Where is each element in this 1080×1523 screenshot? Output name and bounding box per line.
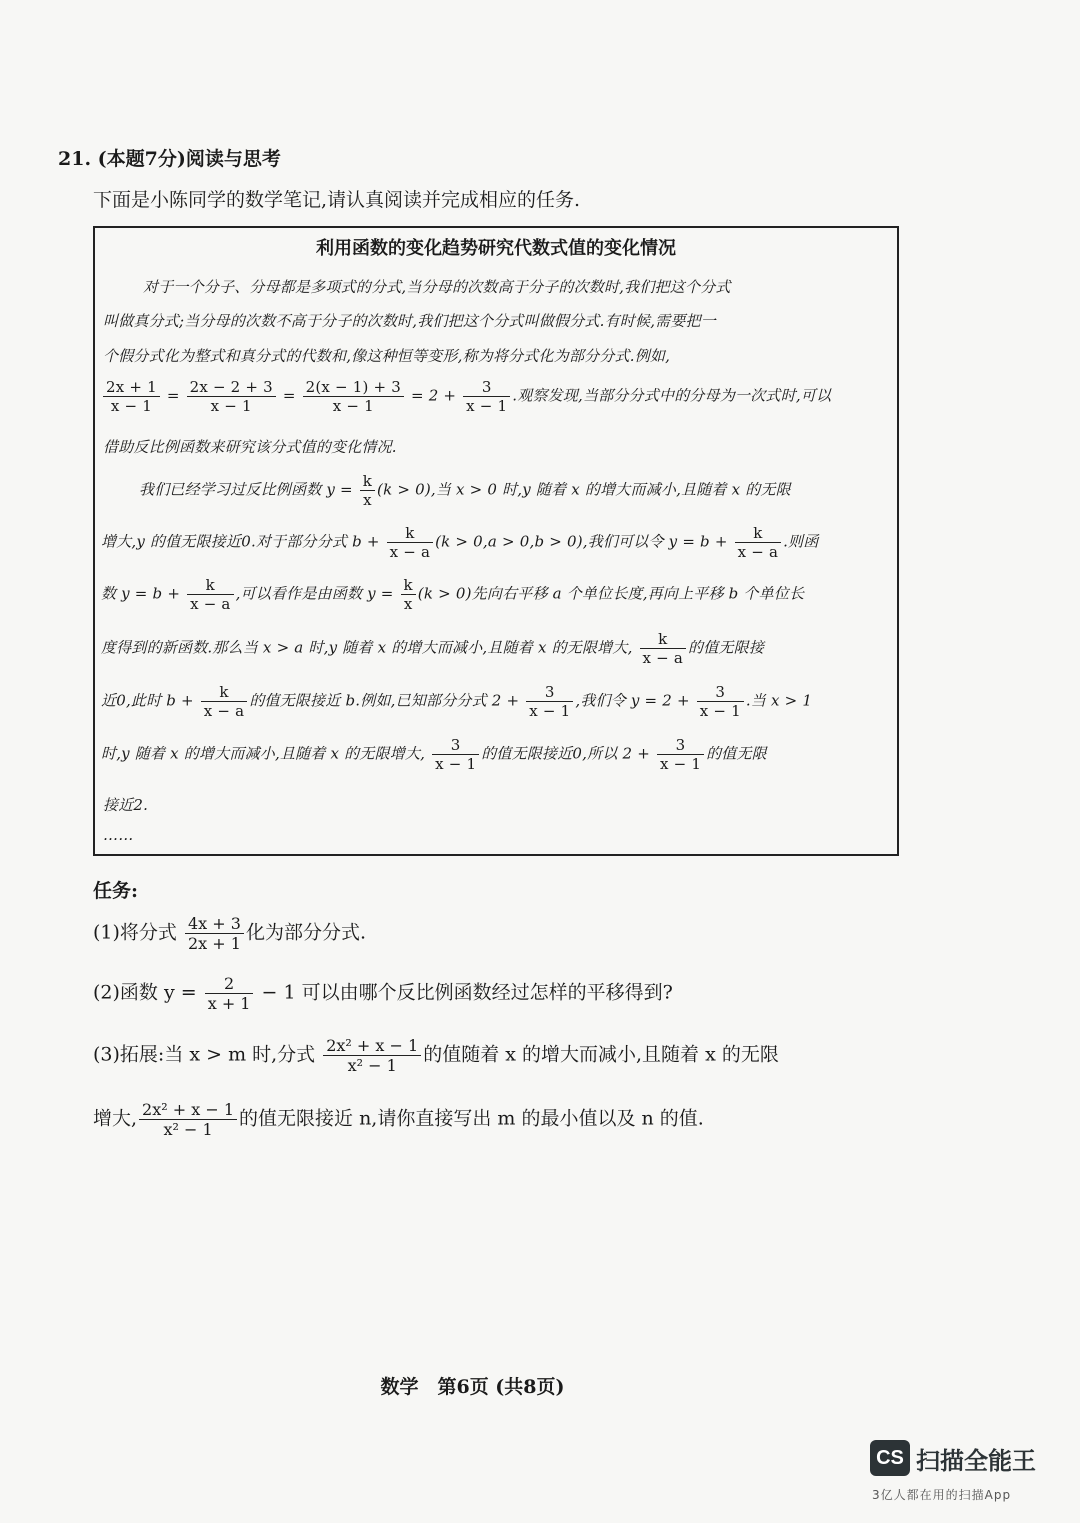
fraction: $\frac{k}{x - a}$ [201,683,248,720]
fraction: $\frac{k}{x}$ [360,472,375,509]
note-line-9: 度得到的新函数.那么当 x > a 时,y 随着 x 的增大而减小,且随着 x 的无限增大, $\frac{k}{x - a}$ 的值无限接 [101,630,765,667]
note-line-2: 叫做真分式;当分母的次数不高于分子的次数时,我们把这个分式叫做假分式.有时候,需要把一 [103,312,716,330]
note-line-12: 接近2. [103,796,149,814]
note-line-4: $\frac{2x + 1}{x - 1}$ = $\frac{2x - 2 + 3}{x - 1}$ = $\frac{2(x - 1) + 3}{x - 1}$ = 2 + $\frac{3}{x - 1}$ .观察发现,当部分分式中的分母为一次式时,可以 [101,378,831,415]
fraction: $\frac{2(x - 1) + 3}{x - 1}$ [303,378,404,415]
note-line-8: 数 y = b + $\frac{k}{x - a}$ ,可以看作是由函数 y = $\frac{k}{x}$ (k > 0)先向右平移 a 个单位长度,再向上平移 b 个单位长 [101,576,805,613]
fraction: $\frac{3}{x - 1}$ [463,378,510,415]
note-title: 利用函数的变化趋势研究代数式值的变化情况 [316,238,676,259]
task-1: (1)将分式 $\frac{4x + 3}{2x + 1}$ 化为部分分式. [93,914,366,954]
fraction: $\frac{3}{x - 1}$ [432,736,479,773]
watermark-tagline: 3亿人都在用的扫描App [872,1488,1012,1502]
watermark-name: 扫描全能王 [916,1446,1036,1475]
fraction: $\frac{3}{x - 1}$ [697,683,744,720]
fraction: $\frac{3}{x - 1}$ [657,736,704,773]
camscanner-logo-icon: CS [870,1440,910,1476]
task-3-continued: 增大, $\frac{\text{2x² + x − 1}}{\text{x² − 1}}$ 的值无限接近 n,请你直接写出 m 的最小值以及 n 的值. [93,1100,704,1140]
note-line-10: 近0,此时 b + $\frac{k}{x - a}$ 的值无限接近 b.例如,已知部分分式 2 + $\frac{3}{x - 1}$ ,我们令 y = 2 + $\frac{3}{x - 1}$ .当 x > 1 [101,683,813,720]
note-line-7: 增大,y 的值无限接近0.对于部分分式 b + $\frac{k}{x - a}$ (k > 0,a > 0,b > 0),我们可以令 y = b + $\frac{k}{x - a}$ .则函 [101,524,819,561]
note-line-6: 我们已经学习过反比例函数 y = $\frac{k}{x}$ (k > 0),当 x > 0 时,y 随着 x 的增大而减小,且随着 x 的无限 [139,472,791,509]
note-line-1: 对于一个分子、分母都是多项式的分式,当分母的次数高于分子的次数时,我们把这个分式 [143,278,731,296]
question-header: 21. (本题7分)阅读与思考 [58,148,281,170]
fraction: $\frac{\text{2x² + x − 1}}{\text{x² − 1}}$ [323,1036,421,1075]
fraction: $\frac{k}{x - a}$ [735,524,782,561]
note-line-5: 借助反比例函数来研究该分式值的变化情况. [103,438,397,456]
note-line-3: 个假分式化为整式和真分式的代数和,像这种恒等变形,称为将分式化为部分分式.例如, [103,347,671,365]
fraction: $\frac{k}{x - a}$ [640,630,687,667]
fraction: $\frac{2x + 1}{x - 1}$ [103,378,160,415]
note-ellipsis: …… [103,826,134,844]
fraction: $\frac{k}{x - a}$ [187,576,234,613]
note-line-11: 时,y 随着 x 的增大而减小,且随着 x 的无限增大, $\frac{3}{x - 1}$ 的值无限接近0,所以 2 + $\frac{3}{x - 1}$ 的值无限 [101,736,767,773]
fraction: $\frac{3}{x - 1}$ [526,683,573,720]
task-3: (3)拓展:当 x > m 时,分式 $\frac{\text{2x² + x − 1}}{\text{x² − 1}}$ 的值随着 x 的增大而减小,且随着 x 的无限 [93,1036,779,1076]
fraction: $\frac{2}{x + 1}$ [205,974,254,1013]
fraction: $\frac{k}{x}$ [401,576,416,613]
tasks-label: 任务: [93,880,139,902]
math-note-box [93,226,899,856]
fraction: $\frac{k}{x - a}$ [387,524,434,561]
fraction: $\frac{\text{2x² + x − 1}}{\text{x² − 1}}$ [139,1100,237,1139]
scanner-watermark [870,1440,1036,1476]
question-intro: 下面是小陈同学的数学笔记,请认真阅读并完成相应的任务. [93,189,581,211]
page-footer: 数学 第6页 (共8页) [380,1376,565,1398]
task-2: (2)函数 y = $\frac{2}{x + 1}$ − 1 可以由哪个反比例函数经过怎样的平移得到? [93,974,673,1014]
fraction: $\frac{4x + 3}{2x + 1}$ [185,914,244,953]
fraction: $\frac{2x - 2 + 3}{x - 1}$ [187,378,276,415]
